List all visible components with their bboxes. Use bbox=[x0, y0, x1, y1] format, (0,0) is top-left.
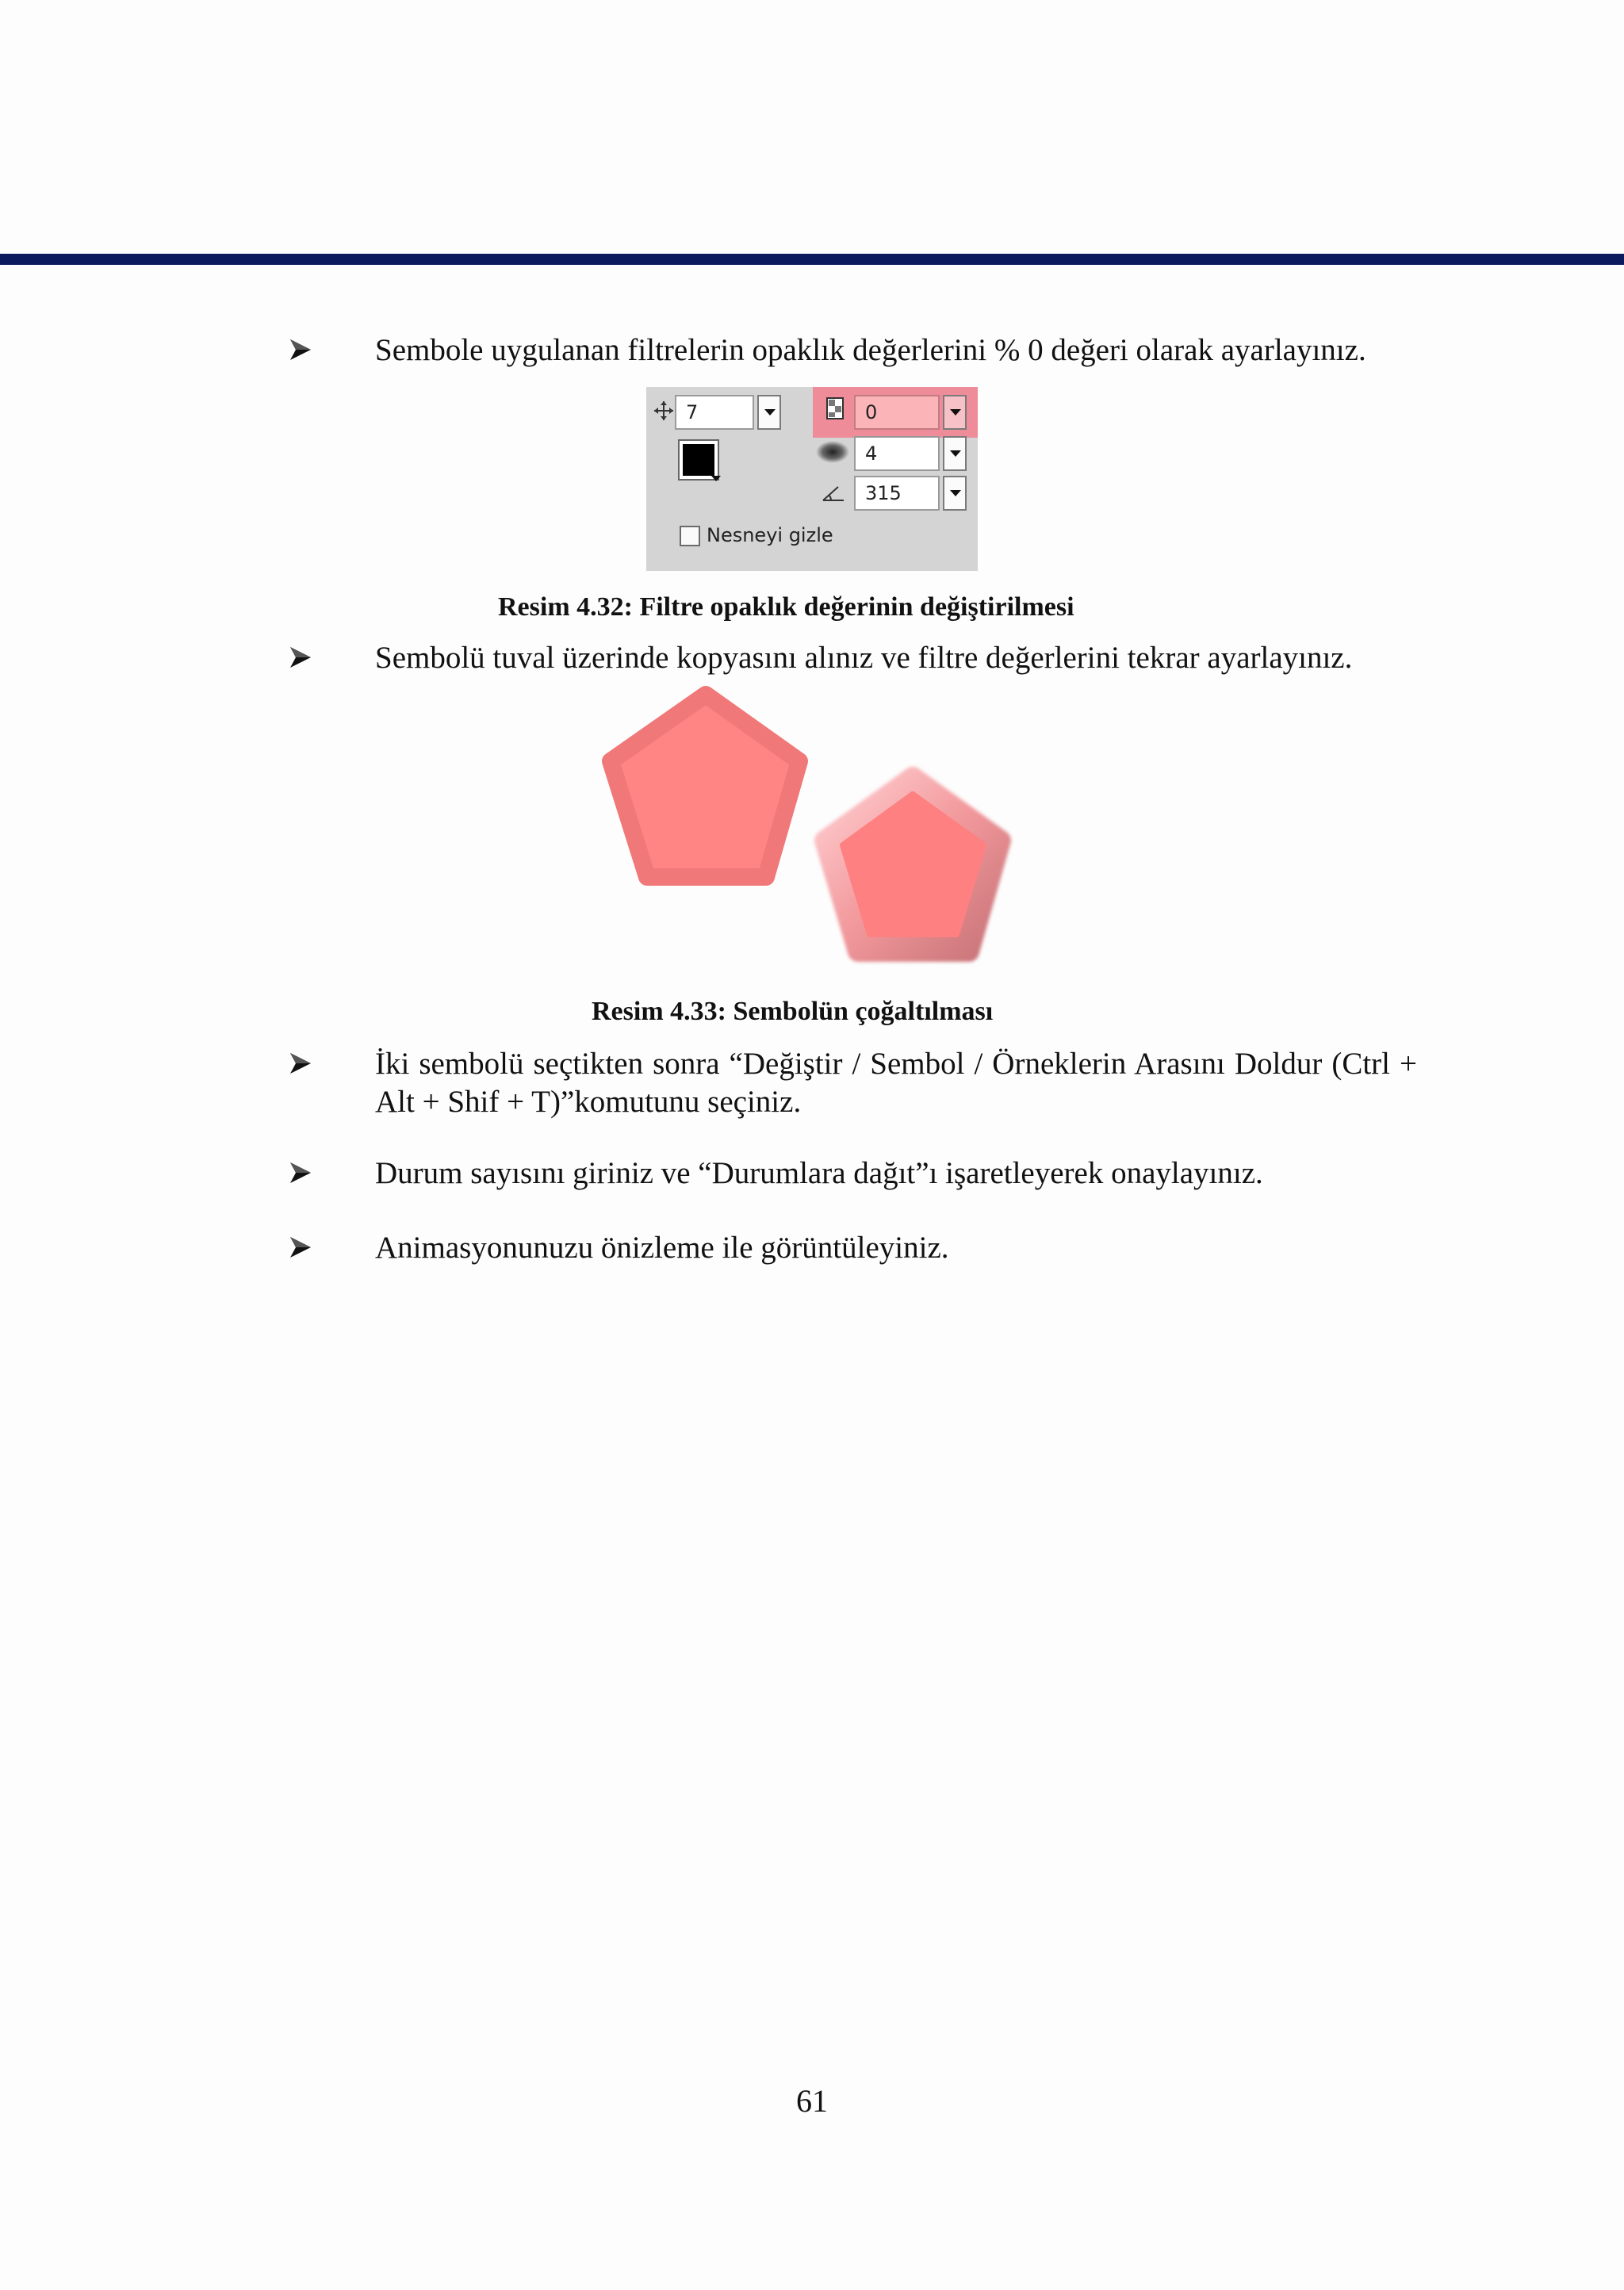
hide-object-label: Nesneyi gizle bbox=[707, 524, 833, 546]
opacity-field[interactable]: 0 bbox=[854, 395, 940, 430]
instruction-3: İki sembolü seçtikten sonra “Değiştir / Sembol / Örneklerin Arasını Doldur (Ctrl + Alt + Shif + T)”komutunu seçiniz. bbox=[375, 1047, 1417, 1119]
arrow-bullet-icon bbox=[287, 1050, 319, 1082]
blur-field[interactable]: 4 bbox=[854, 436, 940, 471]
angle-field[interactable]: 315 bbox=[854, 476, 940, 511]
opacity-dropdown-button[interactable] bbox=[943, 395, 967, 430]
figure-caption-4-32: Resim 4.32: Filtre opaklık değerinin değiştirilmesi bbox=[498, 592, 1074, 622]
instruction-1: Sembole uygulanan filtrelerin opaklık değerlerini % 0 değeri olarak ayarlayınız. bbox=[375, 333, 1366, 367]
color-picker-arrow-icon bbox=[711, 476, 721, 481]
pentagon-symbol-original bbox=[611, 695, 799, 877]
figure-caption-4-33: Resim 4.33: Sembolün çoğaltılması bbox=[592, 997, 994, 1026]
blur-dropdown-button[interactable] bbox=[943, 436, 967, 471]
move-distance-icon bbox=[653, 400, 675, 422]
angle-dropdown-button[interactable] bbox=[943, 476, 967, 511]
instruction-5: Animasyonunuzu önizleme ile görüntüleyiniz. bbox=[375, 1231, 949, 1265]
hide-object-checkbox[interactable] bbox=[680, 526, 700, 546]
angle-icon bbox=[821, 484, 846, 503]
arrow-bullet-icon bbox=[287, 644, 319, 676]
distance-field[interactable]: 7 bbox=[675, 395, 754, 430]
arrow-bullet-icon bbox=[287, 1234, 319, 1266]
pentagon-symbol-copy bbox=[825, 777, 1001, 952]
instruction-4: Durum sayısını giriniz ve “Durumlara dağıt”ı işaretleyerek onaylayınız. bbox=[375, 1156, 1263, 1190]
filter-settings-panel bbox=[646, 387, 978, 571]
instruction-2: Sembolü tuval üzerinde kopyasını alınız ve filtre değerlerini tekrar ayarlayınız. bbox=[375, 641, 1353, 675]
opacity-icon bbox=[825, 396, 846, 420]
arrow-bullet-icon bbox=[287, 336, 319, 368]
arrow-bullet-icon bbox=[287, 1159, 319, 1191]
page-number: 61 bbox=[796, 2083, 828, 2119]
blur-icon bbox=[814, 439, 851, 465]
shadow-color-swatch[interactable] bbox=[678, 439, 719, 481]
distance-dropdown-button[interactable] bbox=[757, 395, 781, 430]
symbol-duplicates-figure bbox=[587, 682, 1031, 975]
header-rule bbox=[0, 254, 1624, 265]
